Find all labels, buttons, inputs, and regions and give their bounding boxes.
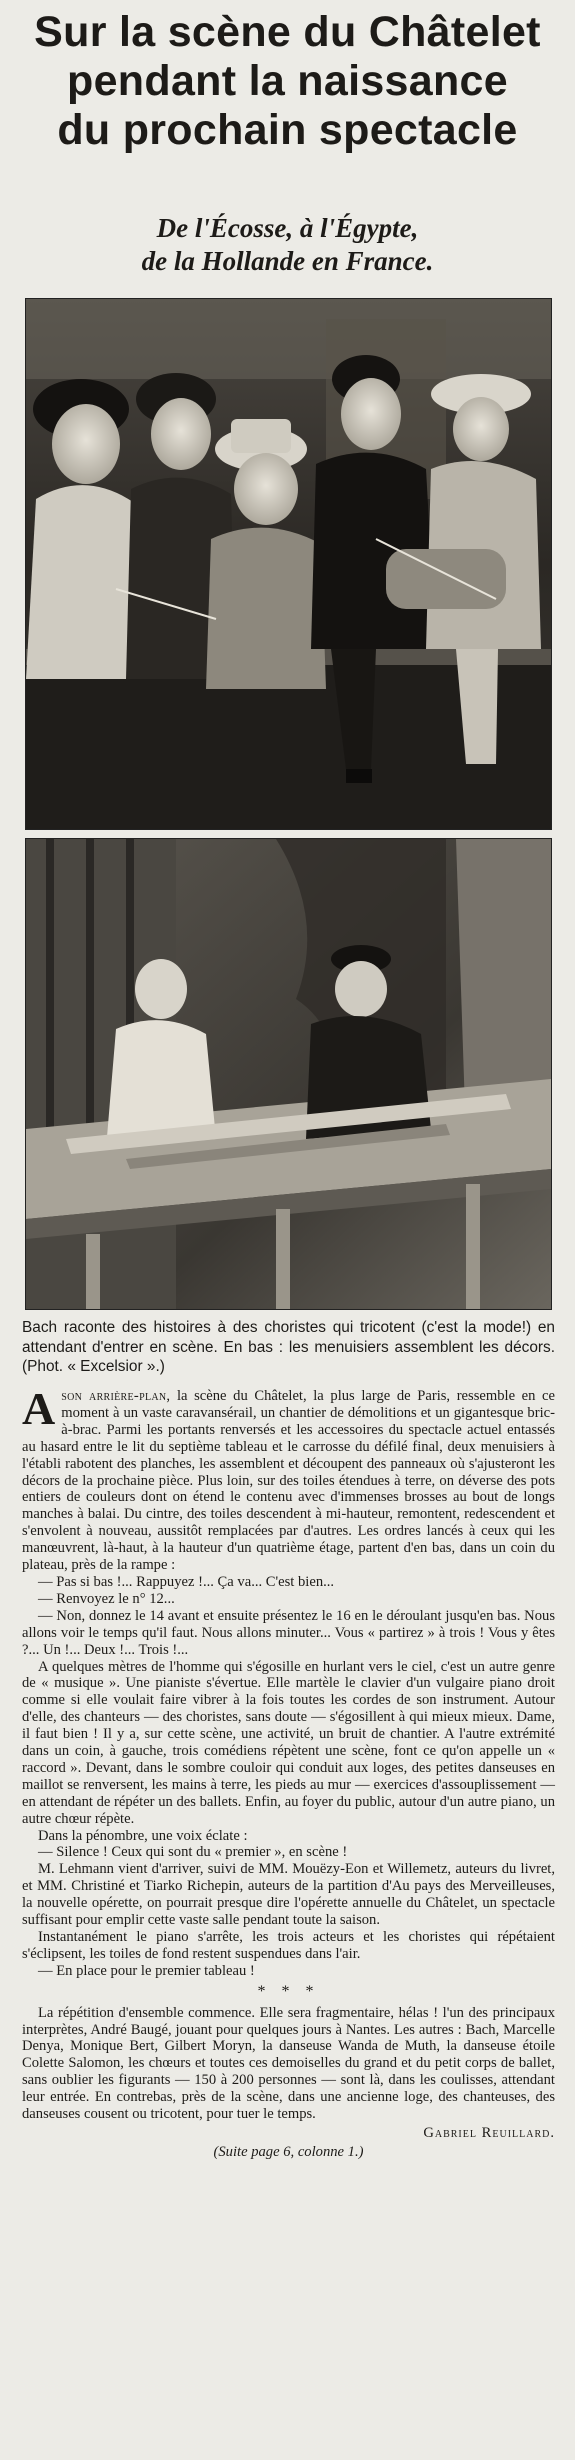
article-paragraph: — Non, donnez le 14 avant et ensuite présentez le 16 en le déroulant jusqu'en bas. Nous allons voir le temps qu'il faut. Nous allons minuter... Vous « partirez » à trois ! Vous y êtes ?... Un !... Deux !... Trois !... bbox=[22, 1607, 555, 1658]
article-paragraph: — En place pour le premier tableau ! bbox=[38, 1962, 255, 1979]
article-paragraph: — Renvoyez le n° 12... bbox=[38, 1590, 175, 1607]
subheadline-line-2: de la Hollande en France. bbox=[141, 246, 434, 276]
drop-cap: A bbox=[22, 1383, 56, 1434]
article-paragraph: A quelques mètres de l'homme qui s'égosille en hurlant vers le ciel, c'est un autre genre de « musique ». Une pianiste s'évertue. Elle martèle le clavier d'un vulgaire piano droit comme si elle voulait faire vibrer à la fois toutes les cordes de son instrument. Autour d'elle, des chanteurs — des choristes, sans doute — s'égosillent à qui mieux mieux. Dame, il faut bien ! Il y a, sur cette scène, une activité, un bruit de chantier. A l'autre extrémité dans un coin, à gauche, trois comédiens répètent une scène, font ce qu'on appelle un « raccord ». Devant, dans le sombre couloir qui conduit aux loges, des petites danseuses en maillot se renversent, les mains à terre, les pieds au mur — exercices d'assouplissement — en attendant de répéter un des ballets. Enfin, au foyer du public, autour d'un autre piano, un autre chœur répète. bbox=[22, 1658, 555, 1827]
paragraph-text: la scène du Châtelet, la plus large de Paris, ressemble en ce moment à un vaste caravansérail, un chantier de démolitions et un gigantesque bric-à-brac. Parmi les portants renversés et les accessoires du spectacle actuel entassés au hasard entre le lit du septième tableau et le carrosse du défilé final, deux menuisiers à l'établi rabotent des planches, les assemblent et découpent des panneaux où s'ajusteront les décors de la prochaine pièce. Plus loin, sur des toiles étendues à terre, on déverse des pots entiers de couleurs dont on étend le contenu avec d'immenses brosses au bout de longs manches à balai. Du cintre, des toiles descendent à mi-hauteur, remontent, redescendent et s'envolent à nouveau, aussitôt remplacées par d'autres. Les ordres lancés à ceux qui les manœuvrent, là-haut, à la hauteur d'un quatrième étage, partent d'en bas, dans un coin du plateau, près de la rampe : bbox=[22, 1388, 555, 1574]
article-paragraph: Instantanément le piano s'arrête, les trois acteurs et les choristes qui répétaient s'éclipsent, les toiles de fond restent suspendues dans l'air. bbox=[22, 1929, 555, 1962]
photo-knitting-chorus bbox=[25, 298, 552, 830]
article-paragraph: La répétition d'ensemble commence. Elle sera fragmentaire, hélas ! l'un des principaux interprètes, André Baugé, jouant pour quelques jours à Nantes. Les autres : Bach, Marcelle Denya, Monique Bert, Gilbert Moryn, la danseuse Wanda de Muth, la danseuse étoile Colette Salomon, les chœurs et toutes ces demoiselles du grand et du petit corps de ballet, sans oublier les figurants — 150 à 200 personnes — sont là, dans les coulisses, attendant leur entrée. En contrebas, près de la scène, dans une ancienne loge, des chanteuses, des danseuses cousent ou tricotent, pour tuer le temps. bbox=[22, 2004, 555, 2123]
article-paragraph: Dans la pénombre, une voix éclate : bbox=[38, 1827, 248, 1844]
article-body bbox=[22, 1383, 555, 2161]
article-paragraph bbox=[22, 1383, 555, 1574]
headline bbox=[0, 8, 575, 155]
lead-in: son arrière-plan, bbox=[61, 1388, 171, 1404]
headline-line-1: Sur la scène du Châtelet bbox=[34, 8, 541, 56]
article-paragraph: — Silence ! Ceux qui sont du « premier », en scène ! bbox=[38, 1844, 348, 1861]
author-signature: Gabriel Reuillard. bbox=[423, 2124, 555, 2141]
subheadline bbox=[0, 212, 575, 278]
continuation-note: (Suite page 6, colonne 1.) bbox=[213, 2143, 364, 2160]
headline-line-2: pendant la naissance bbox=[67, 57, 508, 105]
article-paragraph: M. Lehmann vient d'arriver, suivi de MM. Mouëzy-Eon et Willemetz, auteurs du livret, et MM. Christiné et Tiarko Richepin, auteurs de la partition d'Au pays des Merveilleuses, la nouvelle opérette, on pourrait presque dire l'opérette annuelle du Châtelet, un spectacle suffisant pour emplir cette vaste salle pendant toute la saison. bbox=[22, 1861, 555, 1929]
article-paragraph: — Pas si bas !... Rappuyez !... Ça va... C'est bien... bbox=[38, 1573, 335, 1590]
section-separator: * * * bbox=[257, 1982, 320, 2000]
headline-line-3: du prochain spectacle bbox=[57, 106, 518, 154]
subheadline-line-1: De l'Écosse, à l'Égypte, bbox=[156, 213, 419, 243]
photo-caption: Bach raconte des histoires à des choristes qui tricotent (c'est la mode!) en attendant d'entrer en scène. En bas : les menuisiers assemblent les décors. (Phot. « Excelsior ».) bbox=[22, 1319, 555, 1375]
photo-carpenters-workshop bbox=[25, 838, 552, 1310]
